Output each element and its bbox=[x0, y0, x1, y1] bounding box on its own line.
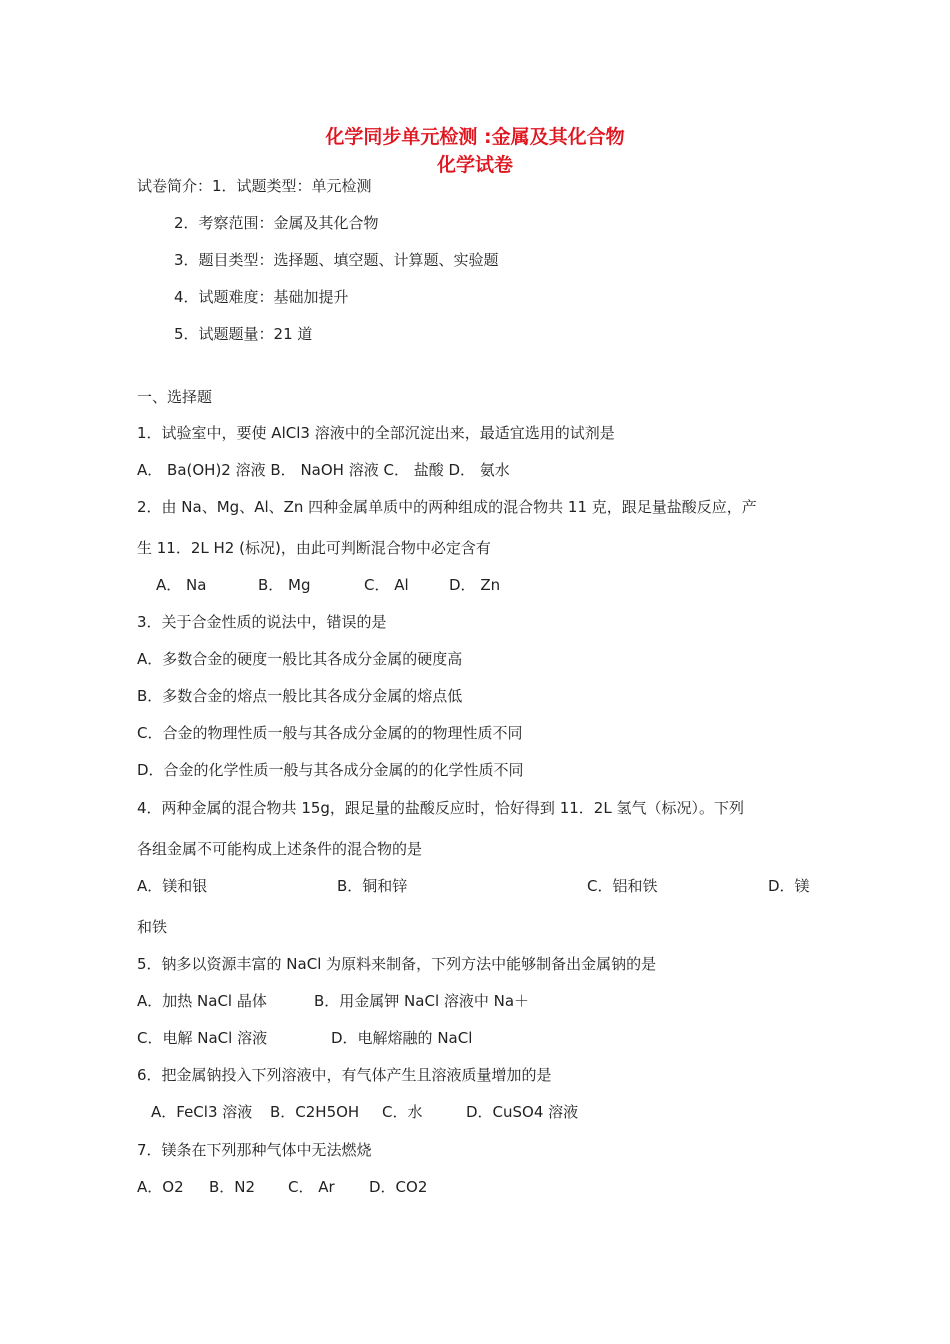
question-6-option-c: C．水 bbox=[382, 1103, 423, 1121]
question-7-option-d: D．CO2 bbox=[369, 1178, 428, 1196]
intro-line-1: 试卷简介：1．试题类型：单元检测 bbox=[137, 177, 372, 195]
question-6-option-b: B．C2H5OH bbox=[270, 1103, 360, 1121]
question-1-stem: 1．试验室中，要使 AlCl3 溶液中的全部沉淀出来，最适宜选用的试剂是 bbox=[137, 424, 615, 442]
question-1-options: A． Ba(OH)2 溶液 B． NaOH 溶液 C． 盐酸 D． 氨水 bbox=[137, 461, 510, 479]
section-heading: 一、选择题 bbox=[137, 388, 213, 406]
question-2-option-a: A． Na bbox=[156, 576, 207, 594]
question-7-option-c: C． Ar bbox=[288, 1178, 335, 1196]
question-4-option-c: C．铝和铁 bbox=[587, 877, 658, 895]
question-5-stem: 5．钠多以资源丰富的 NaCl 为原料来制备，下列方法中能够制备出金属钠的是 bbox=[137, 955, 657, 973]
question-3-option-a: A．多数合金的硬度一般比其各成分金属的硬度高 bbox=[137, 650, 463, 668]
question-6-stem: 6．把金属钠投入下列溶液中，有气体产生且溶液质量增加的是 bbox=[137, 1066, 552, 1084]
question-2-stem-line-2: 生 11．2L H2 (标况)，由此可判断混合物中必定含有 bbox=[137, 539, 491, 557]
question-5-option-c: C．电解 NaCl 溶液 bbox=[137, 1029, 268, 1047]
question-2-option-b: B． Mg bbox=[258, 576, 311, 594]
question-4-stem-line-1: 4．两种金属的混合物共 15g，跟足量的盐酸反应时，恰好得到 11．2L 氢气（标况）。下列 bbox=[137, 799, 744, 817]
intro-line-5: 5．试题题量：21 道 bbox=[174, 325, 313, 343]
question-7-option-a: A．O2 bbox=[137, 1178, 184, 1196]
question-7-option-b: B．N2 bbox=[209, 1178, 256, 1196]
intro-line-3: 3．题目类型：选择题、填空题、计算题、实验题 bbox=[174, 251, 499, 269]
question-6-option-d: D．CuSO4 溶液 bbox=[466, 1103, 579, 1121]
question-4-stem-line-2: 各组金属不可能构成上述条件的混合物的是 bbox=[137, 840, 423, 858]
question-2-option-d: D． Zn bbox=[449, 576, 501, 594]
question-3-option-c: C．合金的物理性质一般与其各成分金属的的物理性质不同 bbox=[137, 724, 523, 742]
question-4-option-d-continued: 和铁 bbox=[137, 918, 168, 936]
question-3-option-d: D．合金的化学性质一般与其各成分金属的的化学性质不同 bbox=[137, 761, 524, 779]
question-4-option-b: B．铜和锌 bbox=[337, 877, 408, 895]
question-2-option-c: C． Al bbox=[364, 576, 409, 594]
question-2-stem-line-1: 2．由 Na、Mg、Al、Zn 四种金属单质中的两种组成的混合物共 11 克，跟足量盐酸反应，产 bbox=[137, 498, 757, 516]
question-3-stem: 3．关于合金性质的说法中，错误的是 bbox=[137, 613, 387, 631]
question-6-option-a: A．FeCl3 溶液 bbox=[151, 1103, 253, 1121]
question-4-option-a: A．镁和银 bbox=[137, 877, 208, 895]
question-3-option-b: B．多数合金的熔点一般比其各成分金属的熔点低 bbox=[137, 687, 463, 705]
question-5-option-a: A．加热 NaCl 晶体 bbox=[137, 992, 267, 1010]
question-5-option-b: B．用金属钾 NaCl 溶液中 Na＋ bbox=[314, 992, 530, 1010]
intro-line-4: 4．试题难度：基础加提升 bbox=[174, 288, 349, 306]
intro-line-2: 2．考察范围：金属及其化合物 bbox=[174, 214, 379, 232]
question-4-option-d: D．镁 bbox=[768, 877, 810, 895]
document-subtitle: 化学试卷 bbox=[436, 154, 513, 176]
question-5-option-d: D．电解熔融的 NaCl bbox=[331, 1029, 473, 1047]
question-7-stem: 7．镁条在下列那种气体中无法燃烧 bbox=[137, 1141, 372, 1159]
document-title: 化学同步单元检测 :金属及其化合物 bbox=[325, 126, 625, 148]
